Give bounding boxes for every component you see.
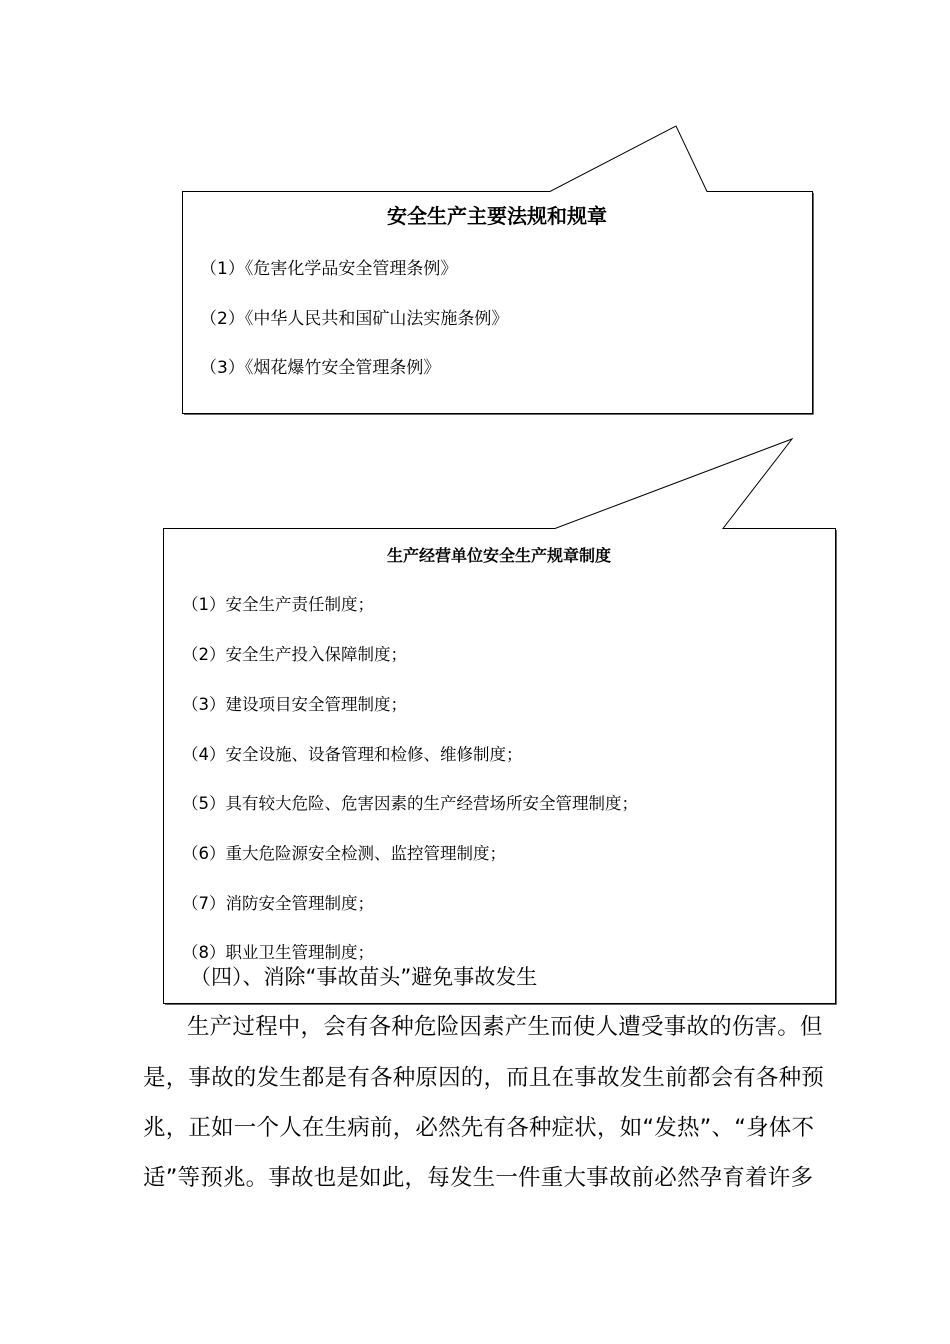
rule-item: （6）重大危险源安全检测、监控管理制度； (182, 844, 506, 863)
body-line: 是，事故的发生都是有各种原因的，而且在事故发生前都会有各种预 (143, 1065, 825, 1091)
rule-item: （4）安全设施、设备管理和检修、维修制度； (182, 745, 523, 764)
rule-item: （2）安全生产投入保障制度； (182, 645, 407, 664)
law-item: （1）《危害化学品安全管理条例》 (200, 259, 458, 279)
body-line: 生产过程中，会有各种危险因素产生而使人遭受事故的伤害。但 (187, 1014, 823, 1040)
body-line: 适”等预兆。事故也是如此，每发生一件重大事故前必然孕育着许多 (143, 1165, 814, 1191)
rule-item: （5）具有较大危险、危害因素的生产经营场所安全管理制度； (182, 794, 638, 813)
rule-item: （8）职业卫生管理制度； (182, 943, 374, 962)
law-item: （2）《中华人民共和国矿山法实施条例》 (200, 309, 509, 329)
section-heading: （四）、消除“事故苗头”避免事故发生 (190, 965, 538, 989)
law-item: （3）《烟花爆竹安全管理条例》 (200, 358, 441, 378)
callout-laws-title: 安全生产主要法规和规章 (387, 204, 607, 228)
rule-item: （3）建设项目安全管理制度； (182, 695, 407, 714)
callout-box-rules (164, 439, 836, 1004)
body-line: 兆，正如一个人在生病前，必然先有各种症状，如“发热”、“身体不 (143, 1115, 815, 1141)
callout-rules-title: 生产经营单位安全生产规章制度 (386, 546, 611, 565)
rule-item: （7）消防安全管理制度； (182, 894, 374, 913)
rule-item: （1）安全生产责任制度； (182, 595, 374, 614)
